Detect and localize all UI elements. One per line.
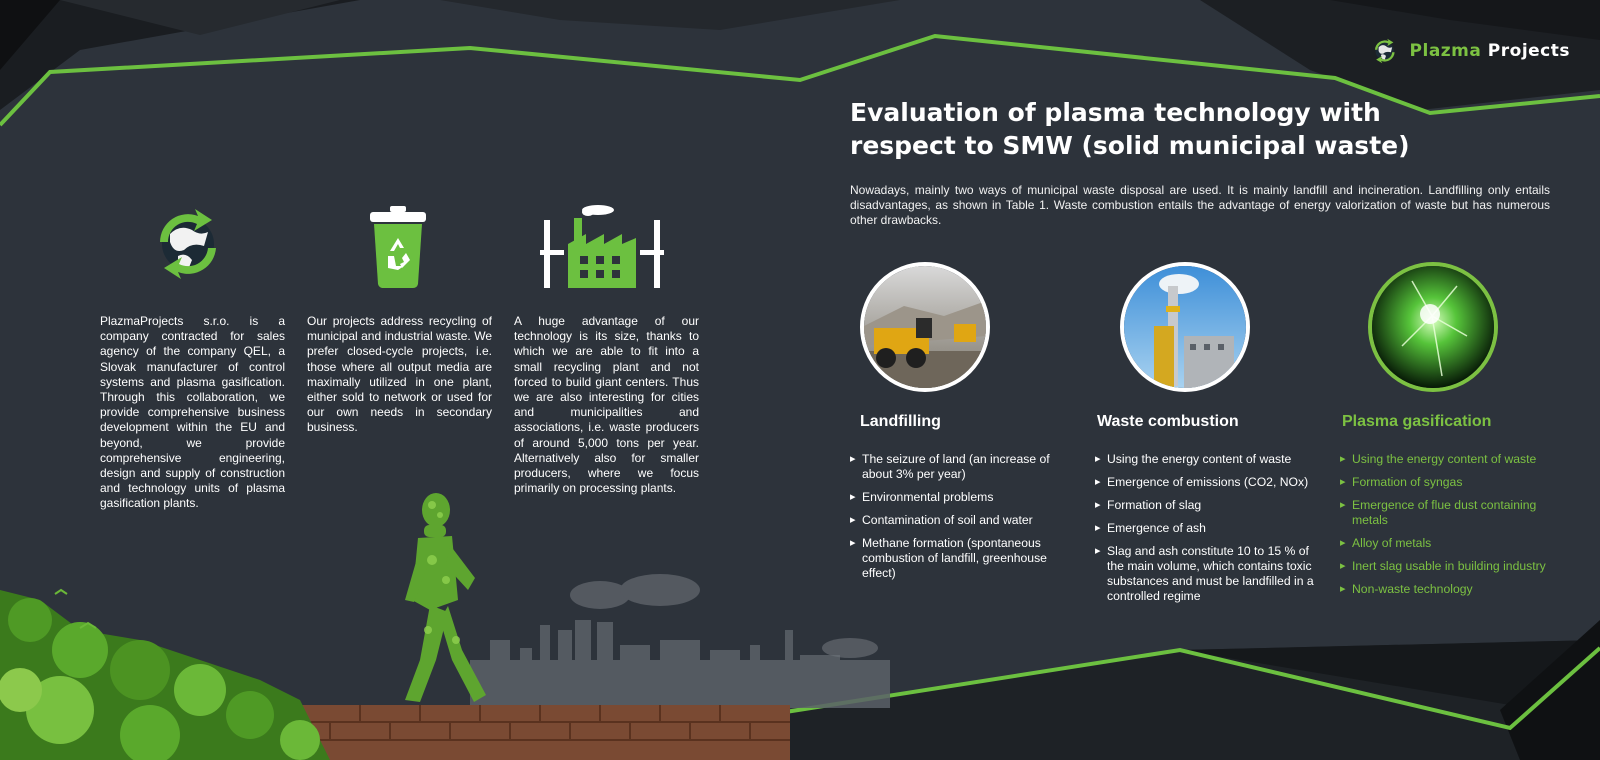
brand-name <box>1410 41 1570 61</box>
list-item: ▸ Formation of slag <box>1095 498 1317 513</box>
list-item: ▸ Environmental problems <box>850 490 1050 505</box>
list-item: ▸ Slag and ash constitute 10 to 15 % of the main volume, which contains toxic substances and must be landfilled in a controlled regime <box>1095 544 1317 604</box>
brand-prefix: Plazma <box>1409 41 1482 61</box>
list-item: ▸ Formation of syngas <box>1340 475 1560 490</box>
landfilling-list <box>850 452 1050 589</box>
list-item: ▸ Emergence of flue dust containing metals <box>1340 498 1560 528</box>
title-line-2: respect to SMW (solid municipal waste) <box>850 131 1410 160</box>
list-item: ▸ Alloy of metals <box>1340 536 1560 551</box>
list-item: ▸ Contamination of soil and water <box>850 513 1050 528</box>
list-item: ▸ Non-waste technology <box>1340 582 1560 597</box>
list-item: ▸ Using the energy content of waste <box>1095 452 1317 467</box>
recycle-bin-icon <box>368 204 428 290</box>
list-item: ▸ Using the energy content of waste <box>1340 452 1560 467</box>
combustion-list <box>1095 452 1317 612</box>
list-item: ▸ Emergence of emissions (CO2, NOx) <box>1095 475 1317 490</box>
list-item: ▸ The seizure of land (an increase of about 3% per year) <box>850 452 1050 482</box>
about-company-text: PlazmaProjects s.r.o. is a company contracted for sales agency of the company QEL, a Slovak manufacturer of control systems and plasma gasification. Through this collaboration, we provide comprehensive business development within the EU and beyond, we provide comprehensive engineering, design and supply of construction and technology units of plasma gasification plants. <box>100 314 285 511</box>
plasma-heading: Plasma gasification <box>1342 413 1492 430</box>
projects-text: Our projects address recycling of municipal and industrial waste. We prefer closed-cycle projects, i.e. those where all output media are maximally utilized in one plant, either sold to network or used for our own needs in secondary business. <box>307 314 492 435</box>
globe-recycle-icon <box>148 204 228 284</box>
factory-icon <box>540 204 664 290</box>
list-item: ▸ Emergence of ash <box>1095 521 1317 536</box>
page-title <box>850 96 1550 162</box>
list-item: ▸ Inert slag usable in building industry <box>1340 559 1560 574</box>
globe-recycle-icon <box>1370 27 1400 75</box>
landfilling-heading: Landfilling <box>860 413 941 430</box>
combustion-heading: Waste combustion <box>1097 413 1239 430</box>
advantage-text: A huge advantage of our technology is its size, thanks to which we are able to fit into a small recycling plant and not forced to build giant centers. Thus we are also interesting for cities and municipalities and associations, i.e. waste producers of around 5,000 tons per year. Alternatively also for smaller producers, where we focus primarily on processing plants. <box>514 314 699 496</box>
title-line-1: Evaluation of plasma technology with <box>850 98 1381 127</box>
list-item: ▸ Methane formation (spontaneous combustion of landfill, greenhouse effect) <box>850 536 1050 581</box>
brand-logo[interactable] <box>1370 25 1570 77</box>
plasma-photo <box>1368 262 1498 392</box>
landfill-photo <box>860 262 990 392</box>
brand-suffix: Projects <box>1487 41 1570 61</box>
intro-paragraph: Nowadays, mainly two ways of municipal waste disposal are used. It is mainly landfill and incineration. Landfilling only entails disadvantages, as shown in Table 1. Waste combustion entails the advantage of energy valorization of waste but has numerous other drawbacks. <box>850 183 1550 227</box>
combustion-photo <box>1120 262 1250 392</box>
plasma-list <box>1340 452 1560 605</box>
